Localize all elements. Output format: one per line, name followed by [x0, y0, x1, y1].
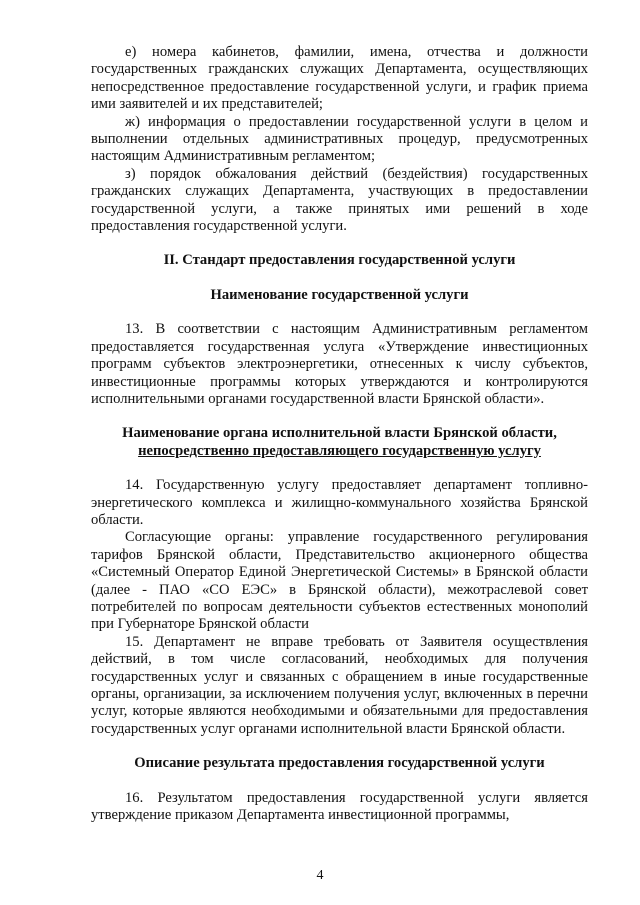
paragraph-16: 16. Результатом предоставления государственной услуги является утверждение приказом Департамента инвестиционной программы, — [91, 789, 588, 824]
org-heading-line-2: непосредственно предоставляющего государственную услугу — [138, 442, 541, 459]
page-number: 4 — [316, 868, 324, 883]
section-title: II. Стандарт предоставления государственной услуги — [163, 252, 516, 269]
paragraph-15: 15. Департамент не вправе требовать от Заявителя осуществления действий, в том числе согласований, необходимых для получения государственных услуг и связанных с обращением в иные государственные органы, организации, за исключением получения услуг, включенных в перечни услуг, которые являются необходимыми и обязательными для предоставления государственных услуг органами исполнительной власти Брянской области. — [91, 633, 588, 737]
list-item-z: з) порядок обжалования действий (бездействия) государственных гражданских служащих Департамента, участвующих в предоставлении государственной услуги, а также принятых ими решений в ходе предоставления государственной услуги. — [91, 165, 588, 235]
org-heading — [91, 425, 588, 460]
document-page — [91, 44, 588, 824]
list-item-zh: ж) информация о предоставлении государственной услуги в целом и выполнении отдельных административных процедур, предусмотренных настоящим Административным регламентом; — [91, 113, 588, 165]
paragraph-agreeing-bodies: Согласующие органы: управление государственного регулирования тарифов Брянской области, Представительство акционерного общества «Системный Оператор Единой Энергетической Системы» в Брянской области (далее - ПАО «СО ЕЭС» в Брянской области), межотраслевой совет потребителей по вопросам деятельности субъектов естественных монополий при Губернаторе Брянской области — [91, 529, 588, 633]
paragraph-13: 13. В соответствии с настоящим Административным регламентом предоставляется государственная услуга «Утверждение инвестиционных программ субъектов электроэнергетики, отнесенных к числу субъектов, инвестиционные программы которых утверждаются и контролируются исполнительными органами государственной власти Брянской области». — [91, 321, 588, 407]
service-name-heading: Наименование государственной услуги — [210, 286, 469, 303]
paragraph-14: 14. Государственную услугу предоставляет департамент топливно-энергетического комплекса и жилищно-коммунального хозяйства Брянской области. — [91, 477, 588, 528]
list-item-e: е) номера кабинетов, фамилии, имена, отчества и должности государственных гражданских служащих Департамента, осуществляющих непосредственное предоставление государственной услуги, и график приема ими заявителей и их представителей; — [91, 44, 588, 113]
org-heading-line-1: Наименование органа исполнительной власти Брянской области, — [122, 425, 557, 442]
result-heading: Описание результата предоставления государственной услуги — [134, 755, 545, 772]
